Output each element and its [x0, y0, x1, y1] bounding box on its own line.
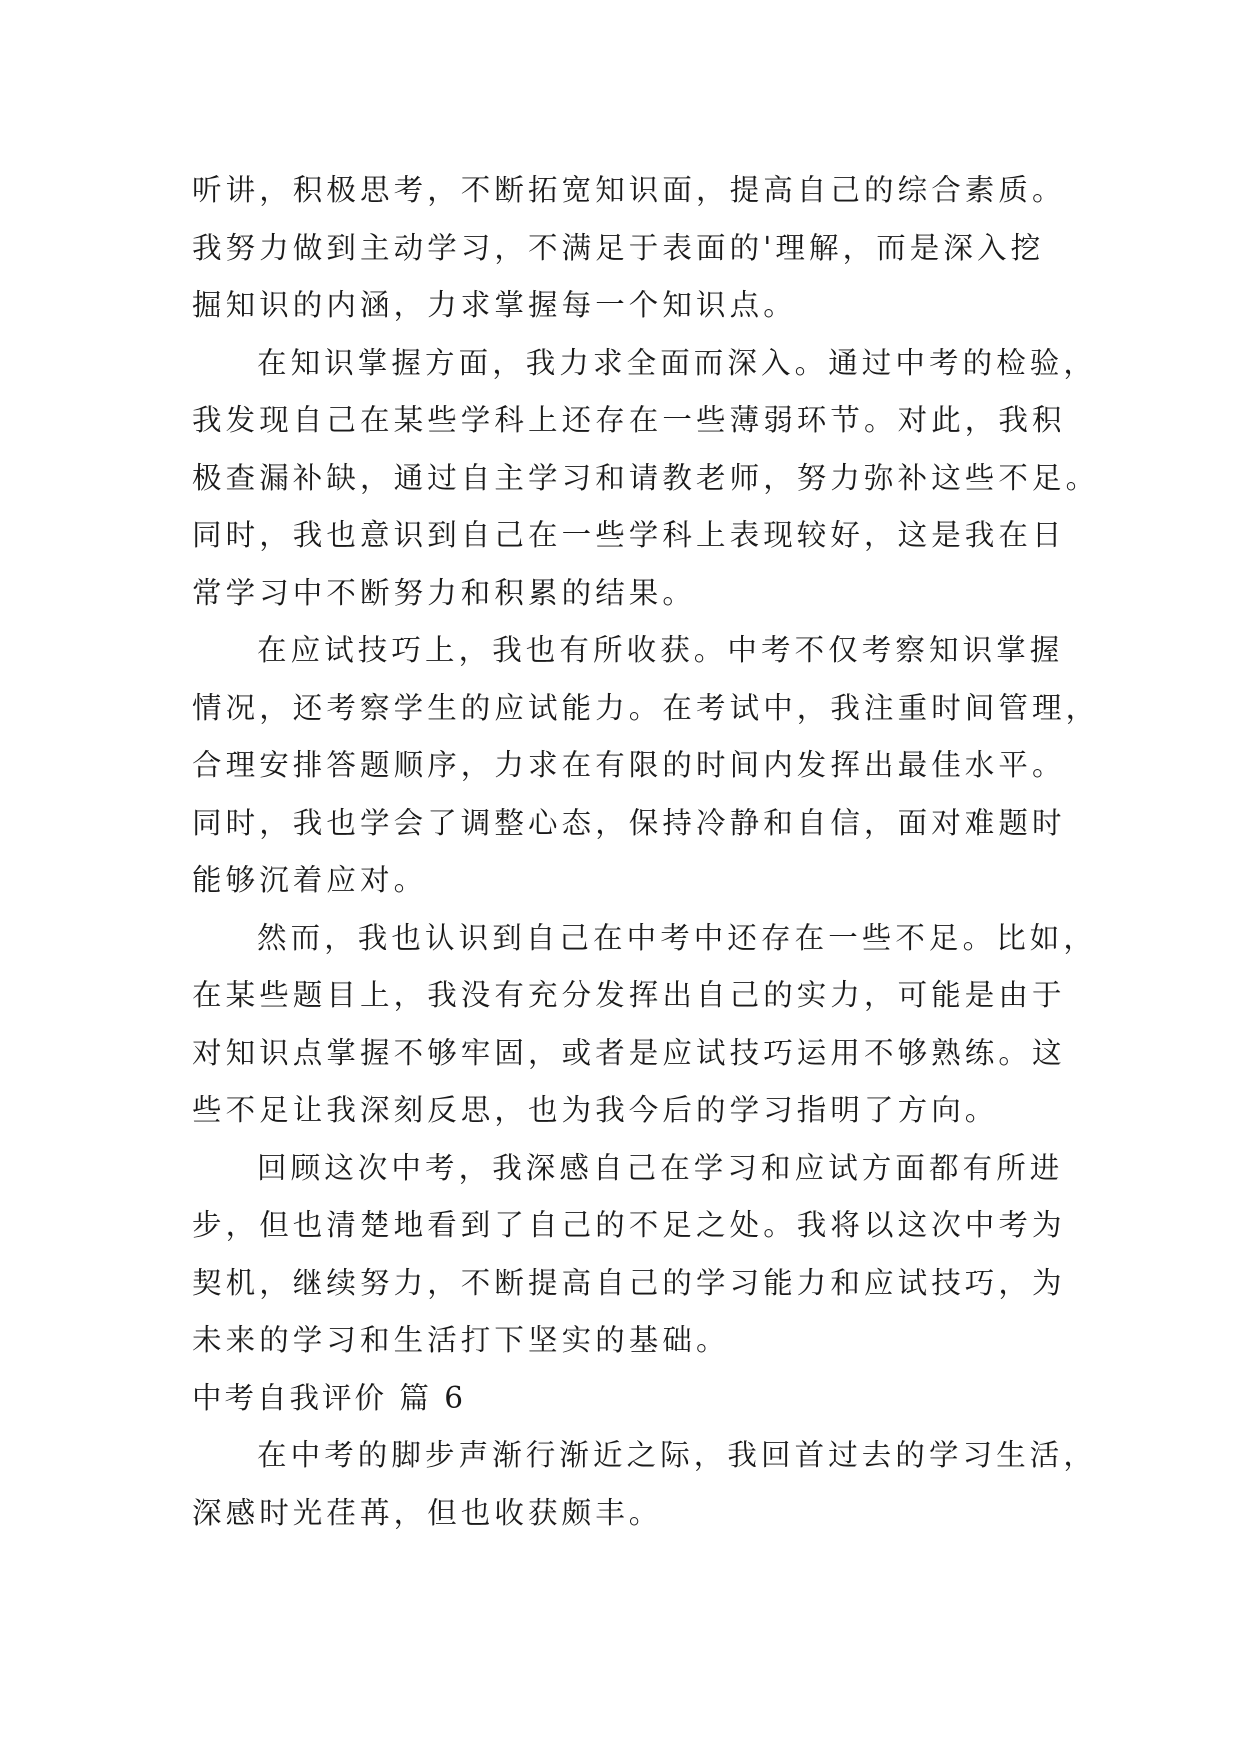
text-line: 在中考的脚步声渐行渐近之际，我回首过去的学习生活，	[257, 1438, 1098, 1472]
text-line: 情况，还考察学生的应试能力。在考试中，我注重时间管理，	[192, 690, 1100, 725]
text-line: 极查漏补缺，通过自主学习和请教老师，努力弥补这些不足。	[192, 460, 1100, 495]
text-line: 步，但也清楚地看到了自己的不足之处。我将以这次中考为	[192, 1208, 1066, 1242]
text-line: 同时，我也意识到自己在一些学科上表现较好，这是我在日	[192, 518, 1066, 552]
text-line: 合理安排答题顺序，力求在有限的时间内发挥出最佳水平。	[192, 748, 1066, 782]
text-line: 在某些题目上，我没有充分发挥出自己的实力，可能是由于	[192, 978, 1066, 1012]
text-line: 未来的学习和生活打下坚实的基础。	[192, 1323, 730, 1357]
section-heading: 中考自我评价 篇 6	[192, 1380, 467, 1415]
text-line: 同时，我也学会了调整心态，保持冷静和自信，面对难题时	[192, 805, 1066, 840]
text-line: 在应试技巧上，我也有所收获。中考不仅考察知识掌握	[257, 633, 1064, 667]
text-line: 常学习中不断努力和积累的结果。	[192, 575, 697, 610]
text-line: 回顾这次中考，我深感自己在学习和应试方面都有所进	[257, 1150, 1064, 1185]
text-line: 掘知识的内涵，力求掌握每一个知识点。	[192, 288, 797, 322]
text-line: 我发现自己在某些学科上还存在一些薄弱环节。对此，我积	[192, 403, 1066, 437]
text-line: 听讲，积极思考，不断拓宽知识面，提高自己的综合素质。	[192, 173, 1066, 207]
text-line: 能够沉着应对。	[192, 863, 428, 897]
document-body	[192, 162, 1100, 1542]
text-line: 些不足让我深刻反思，也为我今后的学习指明了方向。	[192, 1093, 999, 1127]
text-line: 我努力做到主动学习，不满足于表面的'理解，而是深入挖	[192, 230, 1045, 265]
text-line: 深感时光荏苒，但也收获颇丰。	[192, 1495, 663, 1530]
text-line: 契机，继续努力，不断提高自己的学习能力和应试技巧，为	[192, 1265, 1066, 1300]
text-line: 在知识掌握方面，我力求全面而深入。通过中考的检验，	[257, 345, 1098, 380]
text-line: 然而，我也认识到自己在中考中还存在一些不足。比如，	[257, 920, 1098, 955]
text-line: 对知识点掌握不够牢固，或者是应试技巧运用不够熟练。这	[192, 1035, 1066, 1070]
